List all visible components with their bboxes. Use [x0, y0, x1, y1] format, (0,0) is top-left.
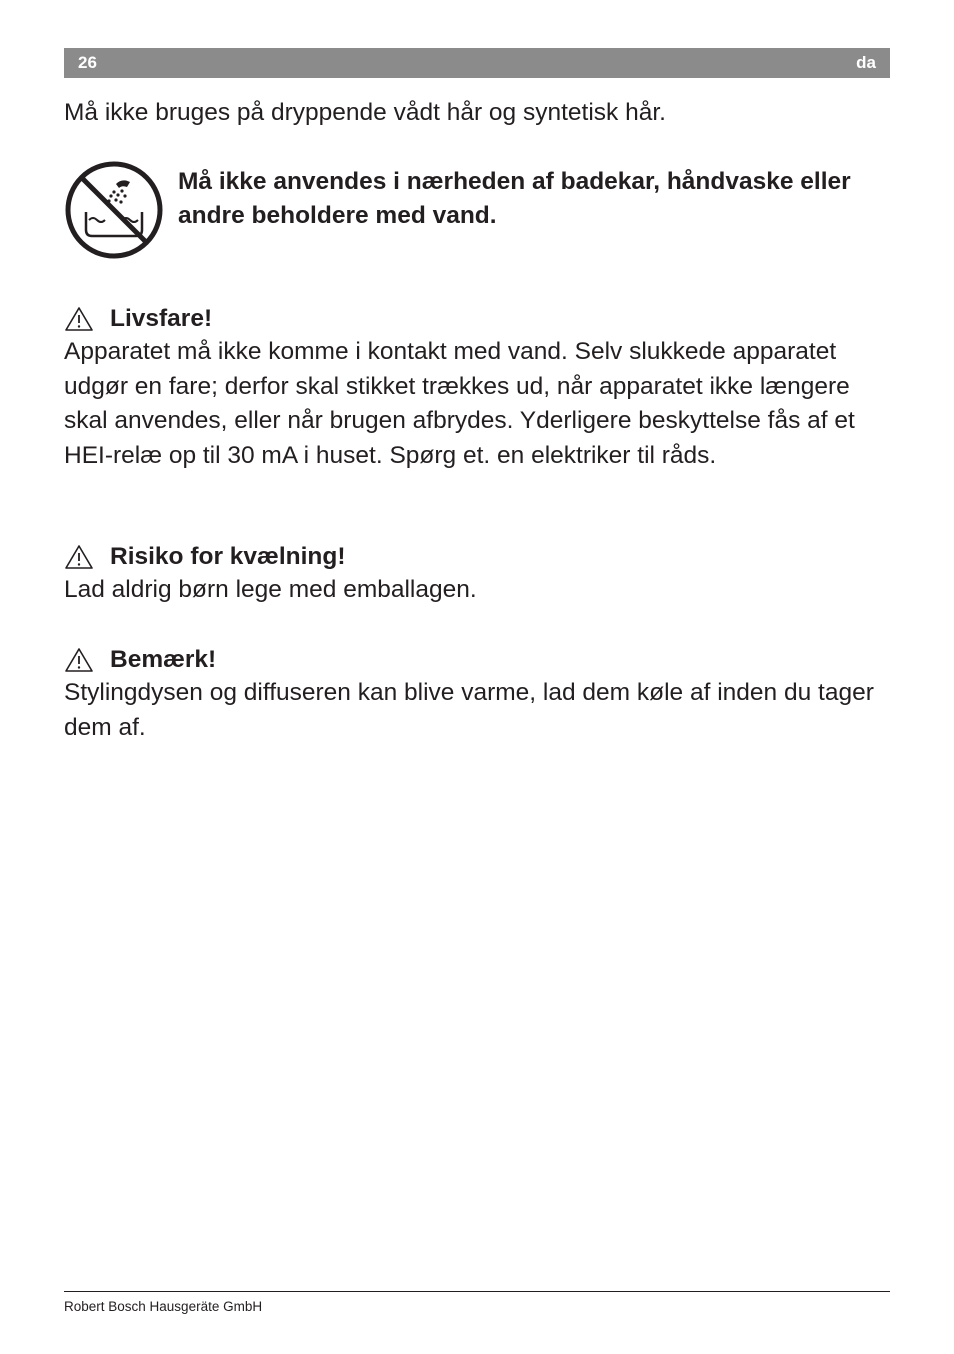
section-heading-bemaerk — [64, 643, 216, 677]
section-body-livsfare: Apparatet må ikke komme i kontakt med vand. Selv slukkede apparatet udgør en fare; derfor skal stikket trækkes ud, når apparatet ikke længere skal anvendes, eller når brugen afbrydes. Yderligere beskyttelse fås af et HEI-relæ op til 30 mA i huset. Spørg et. en elektriker til råds. — [64, 338, 855, 469]
section-heading-text: Risiko for kvælning! — [110, 543, 346, 570]
section-body-bemaerk: Stylingdysen og diffuseren kan blive varme, lad dem køle af inden du tager dem af. — [64, 679, 874, 741]
section-heading-text: Bemærk! — [110, 646, 217, 673]
footer-company: Robert Bosch Hausgeräte GmbH — [64, 1299, 263, 1314]
warning-triangle-icon — [64, 544, 94, 570]
section-heading-text: Livsfare! — [110, 305, 213, 332]
language-code: da — [856, 53, 876, 72]
page-header-bar — [64, 48, 890, 78]
footer-divider — [64, 1291, 890, 1292]
section-body-risiko: Lad aldrig børn lege med emballagen. — [64, 576, 477, 603]
warning-triangle-icon — [64, 306, 94, 332]
no-water-near-bath-icon — [64, 160, 164, 260]
warning-triangle-icon — [64, 647, 94, 673]
water-warning-text: Må ikke anvendes i nærheden af badekar, håndvaske eller andre beholdere med vand. — [178, 168, 851, 229]
section-heading-livsfare — [64, 302, 212, 336]
page-number: 26 — [78, 53, 97, 72]
section-heading-risiko — [64, 540, 346, 574]
intro-text: Må ikke bruges på dryppende vådt hår og syntetisk hår. — [64, 99, 666, 126]
